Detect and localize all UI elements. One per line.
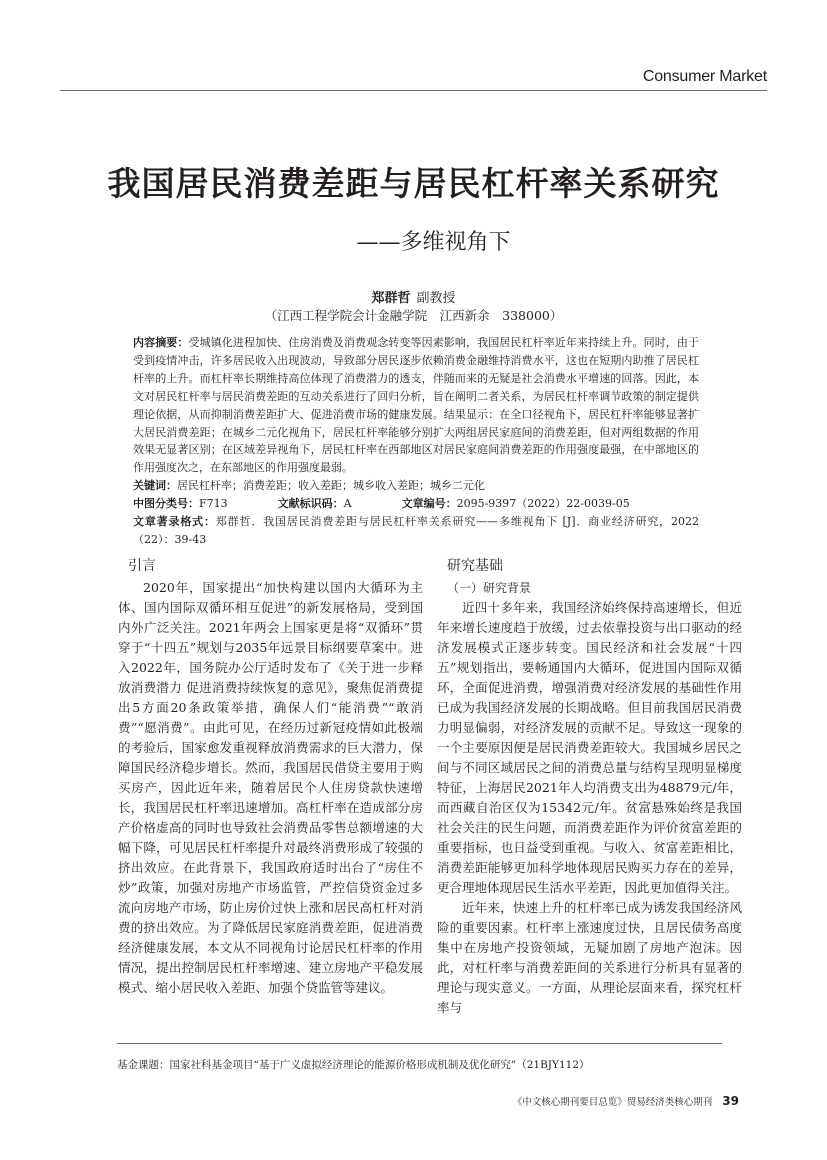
author-title: 副教授 <box>416 291 456 306</box>
citation-label: 文章著录格式： <box>133 515 216 529</box>
article-title: 我国居民消费差距与居民杠杆率关系研究 <box>107 164 720 203</box>
abstract <box>133 334 699 477</box>
header-rule <box>60 90 767 91</box>
author-affiliation: （江西工程学院会计金融学院 江西新余 338000） <box>264 308 563 323</box>
author-name: 郑群哲 <box>371 291 411 306</box>
citation-text: 郑群哲．我国居民消费差距与居民杠杆率关系研究——多维视角下 [J]．商业经济研究，2022（22）：39-43 <box>133 515 700 546</box>
citation <box>133 513 699 549</box>
journal-note: 《中文核心期刊要目总览》贸易经济类核心期刊 <box>512 1097 713 1108</box>
article-number-value: 2095-9397（2022）22-0039-05 <box>456 497 630 511</box>
section-heading-research-basis: 研究基础 <box>447 558 503 574</box>
section-heading-introduction: 引言 <box>128 558 156 574</box>
abstract-text: 受城镇化进程加快、住房消费及消费观念转变等因素影响，我国居民杠杆率近年来持续上升。同时，由于受到疫情冲击，许多居民收入出现波动，导致部分居民逐步依赖消费金融维持消费水平，这也在短期内助推了居民杠杆率的上升。而杠杆率长期维持高位体现了消费潜力的透支，伴随而来的无疑是社会消费水平增速的回落。因此，本文对居民杠杆率与居民消费差距的互动关系进行了回归分析，旨在阐明二者关系，为居民杠杆率调节政策的制定提供理论依据，从而抑制消费差距扩大、促进消费市场的健康发展。结果显示：在全口径视角下，居民杠杆率能够显著扩大居民消费差距；在城乡二元化视角下，居民杠杆率能够分别扩大两组居民家庭间的消费差距，但对两组数据的作用效果无显著区别；在区域差异视角下，居民杠杆率在西部地区对居民家庭间消费差距的作用强度最强，在中部地区的作用强度次之，在东部地区的作用强度最弱。 <box>133 336 699 475</box>
classification-row <box>133 495 699 513</box>
page-number: 39 <box>722 1094 739 1108</box>
article-number-label: 文章编号： <box>401 497 457 511</box>
left-column <box>118 556 423 998</box>
funding-footnote: 基金课题：国家社科基金项目“基于广义虚拟经济理论的能源价格形成机制及优化研究”（21BJY112） <box>117 1059 590 1071</box>
clc-value: F713 <box>199 497 228 511</box>
footnote-rule <box>117 1043 722 1044</box>
running-head: Consumer Market <box>642 68 767 85</box>
paragraph: 2020年，国家提出“加快构建以国内大循环为主体、国内国际双循环相互促进”的新发展格局，受到国内外广泛关注。2021年两会上国家更是将“双循环”贯穿于“十四五”规划与2035年远景目标纲要草案中。进入2022年，国务院办公厅适时发布了《关于进一步释放消费潜力 促进消费持续恢复的意见》，聚焦促消费提出5方面20条政策举措，确保人们“能消费”“敢消费”“愿消费”。由此可见，在经历过新冠疫情如此极端的考验后，国家愈发重视释放消费需求的巨大潜力，保障国民经济稳步增长。然而，我国居民借贷主要用于购买房产，因此近年来，随着居民个人住房贷款快速增长，我国居民杠杆率迅速增加。高杠杆率在造成部分房产价格虚高的同时也导致社会消费品零售总额增速的大幅下降，可见居民杠杆率提升对最终消费形成了较强的挤出效应。在此背景下，我国政府适时出台了“房住不炒”政策，加强对房地产市场监管，严控信贷资金过多流向房地产市场，防止房价过快上涨和居民高杠杆对消费的挤出效应。为了降低居民家庭消费差距，促进消费经济健康发展，本文从不同视角讨论居民杠杆率的作用情况，提出控制居民杠杆率增速、建立房地产平稳发展模式、缩小居民收入差距、加强个贷监管等建议。 <box>118 580 423 995</box>
article-subtitle: ——多维视角下 <box>356 230 511 255</box>
page-footer <box>513 1094 739 1108</box>
subsection-heading-background: （一）研究背景 <box>447 581 532 595</box>
clc-label: 中图分类号： <box>133 497 199 511</box>
keywords <box>133 477 699 495</box>
abstract-label: 内容摘要： <box>133 336 189 349</box>
author-line <box>0 287 827 306</box>
abstract-block <box>133 334 699 549</box>
paragraph: 近四十多年来，我国经济始终保持高速增长，但近年来增长速度趋于放缓，过去依靠投资与出口驱动的经济发展模式正逐步转变。国民经济和社会发展“十四五”规划指出，要畅通国内大循环，促进国内国际双循环，全面促进消费，增强消费对经济发展的基础性作用已成为我国经济发展的长期战略。但目前我国居民消费力明显偏弱，对经济发展的贡献不足。导致这一现象的一个主要原因便是居民消费差距较大。我国城乡居民之间与不同区域居民之间的消费总量与结构呈现明显梯度特征，上海居民2021年人均消费支出为48879元/年，而西藏自治区仅为15342元/年。贫富悬殊始终是我国社会关注的民生问题，而消费差距作为评价贫富差距的重要指标，也日益受到重视。与收入、贫富差距相比，消费差距能够更加科学地体现居民购买力存在的差异，更合理地体现居民生活水平差距，因此更加值得关注。 <box>437 600 742 895</box>
doc-code-value: A <box>343 497 352 511</box>
paragraph: 近年来，快速上升的杠杆率已成为诱发我国经济风险的重要因素。杠杆率上涨速度过快，且居民债务高度集中在房地产投资领域，无疑加剧了房地产泡沫。因此，对杠杆率与消费差距间的关系进行分析具有显著的理论与现实意义。一方面，从理论层面来看，探究杠杆率与 <box>437 900 742 1015</box>
doc-code-label: 文献标识码： <box>277 497 344 511</box>
keywords-label: 关键词： <box>133 479 177 493</box>
right-column <box>437 556 742 1018</box>
keywords-text: 居民杠杆率；消费差距；收入差距；城乡收入差距；城乡二元化 <box>177 479 485 493</box>
